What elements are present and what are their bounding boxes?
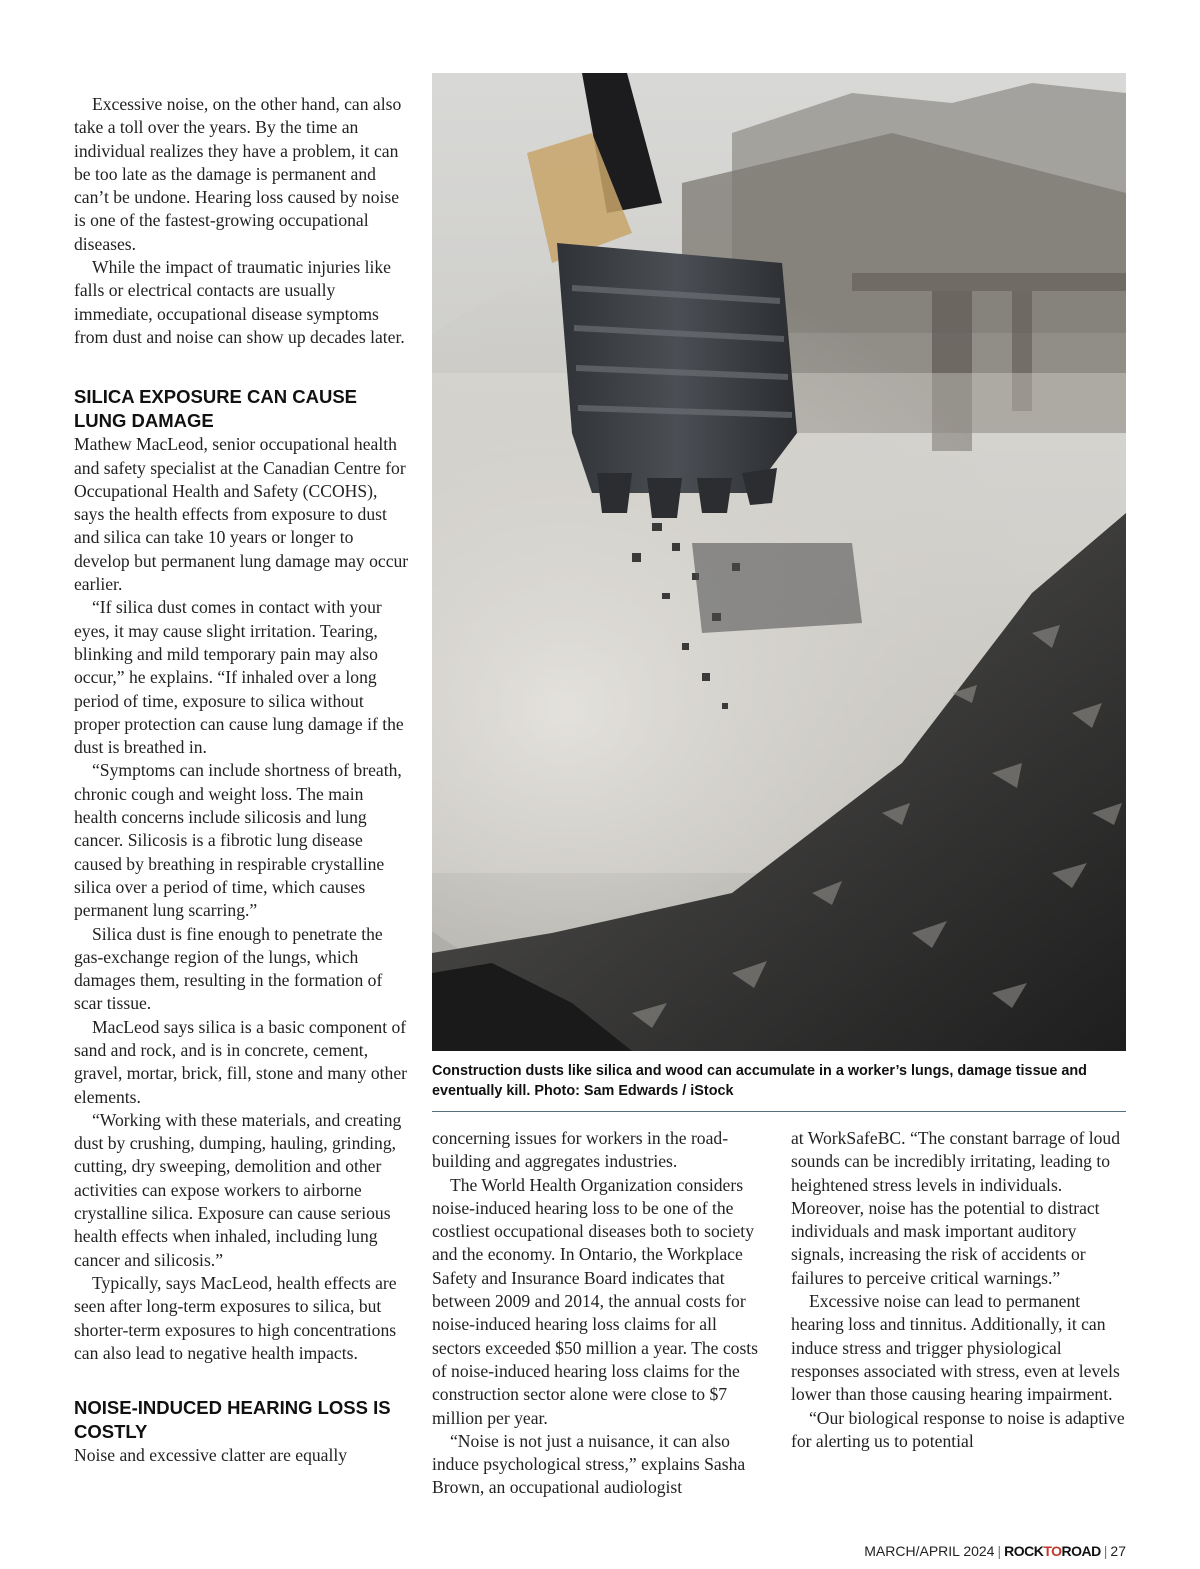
paragraph: “Our biological response to noise is adaptive for alerting us to potential (791, 1407, 1125, 1451)
article-column-1 (74, 93, 410, 1467)
paragraph: “Working with these materials, and creating dust by crushing, dumping, hauling, grinding, cutting, dry sweeping, demolition and other activities can expose workers to airborne crystalline silica. Exposure can cause serious health effects when inhaled, including lung cancer and silicosis.” (74, 1109, 402, 1270)
paragraph: Noise and excessive clatter are equally (74, 1445, 348, 1466)
paragraph: “Noise is not just a nuisance, it can also induce psychological stress,” explains Sasha Brown, an occupational audiologist (432, 1430, 746, 1498)
section-heading-silica: SILICA EXPOSURE CAN CAUSE LUNG DAMAGE (74, 386, 358, 432)
paragraph: “If silica dust comes in contact with your eyes, it may cause slight irritation. Tearing, blinking and mild temporary pain may also occur,” he explains. “If inhaled over a long period of time, exposure to silica without proper protection can cause lung damage if the dust is breathed in. (74, 597, 404, 758)
section-heading-noise: NOISE-INDUCED HEARING LOSS IS COSTLY (74, 1397, 391, 1443)
caption-divider (432, 1111, 1126, 1112)
magazine-logo: ROCKTOROAD (1004, 1543, 1101, 1559)
paragraph: MacLeod says silica is a basic component of sand and rock, and is in concrete, cement, gravel, mortar, brick, fill, stone and many other elements. (74, 1016, 407, 1107)
paragraph: at WorkSafeBC. “The constant barrage of loud sounds can be incredibly irritating, leading to heightened stress levels in individuals. Moreover, noise has the potential to distract individuals and mask important auditory signals, increasing the risk of accidents or failures to perceive critical warnings.” (791, 1128, 1121, 1288)
paragraph: While the impact of traumatic injuries like falls or electrical contacts are usually immediate, occupational disease symptoms from dust and noise can show up decades later. (74, 257, 405, 347)
page-number: 27 (1110, 1543, 1126, 1559)
excavator-photo (432, 73, 1126, 1051)
paragraph: Excessive noise can lead to permanent hearing loss and tinnitus. Additionally, it can induce stress and trigger physiological responses associated with stress, even at levels lower than those causing hearing impairment. (791, 1291, 1120, 1405)
paragraph: Typically, says MacLeod, health effects are seen after long-term exposures to silica, but shorter-term exposures to high concentrations can also lead to negative health impacts. (74, 1272, 397, 1363)
paragraph: Mathew MacLeod, senior occupational health and safety specialist at the Canadian Centre for Occupational Health and Safety (CCOHS), says the health effects from exposure to dust and silica can take 10 years or longer to develop but permanent lung damage may occur earlier. (74, 434, 409, 595)
article-column-3 (791, 1127, 1129, 1453)
page-footer: MARCH/APRIL 2024 | ROCKTOROAD | 27 (864, 1543, 1126, 1559)
paragraph: concerning issues for workers in the road-building and aggregates industries. (432, 1128, 729, 1172)
photo-caption: Construction dusts like silica and wood can accumulate in a worker’s lungs, damage tissue and eventually kill. Photo: Sam Edwards / iStock (432, 1063, 1087, 1099)
paragraph: Excessive noise, on the other hand, can also take a toll over the years. By the time an individual realizes they have a problem, it can be too late as the damage is permanent and can’t be undone. Hearing loss caused by noise is one of the fastest-growing occupational diseases. (74, 94, 402, 254)
paragraph: The World Health Organization considers noise-induced hearing loss to be one of the costliest occupational diseases both to society and the economy. In Ontario, the Workplace Safety and Insurance Board indicates that between 2009 and 2014, the annual costs for noise-induced hearing loss claims for all sectors exceeded $50 million a year. The costs of noise-induced hearing loss claims for the construction sector alone were close to $7 million per year. (432, 1174, 759, 1428)
article-column-2 (432, 1127, 770, 1500)
issue-date: MARCH/APRIL 2024 (864, 1543, 995, 1559)
paragraph: “Symptoms can include shortness of breath, chronic cough and weight loss. The main health concerns include silicosis and lung cancer. Silicosis is a fibrotic lung disease caused by breathing in respirable crystalline silica over a period of time, which causes permanent lung scarring.” (74, 760, 402, 921)
paragraph: Silica dust is fine enough to penetrate the gas-exchange region of the lungs, which damages them, resulting in the formation of scar tissue. (74, 923, 383, 1014)
